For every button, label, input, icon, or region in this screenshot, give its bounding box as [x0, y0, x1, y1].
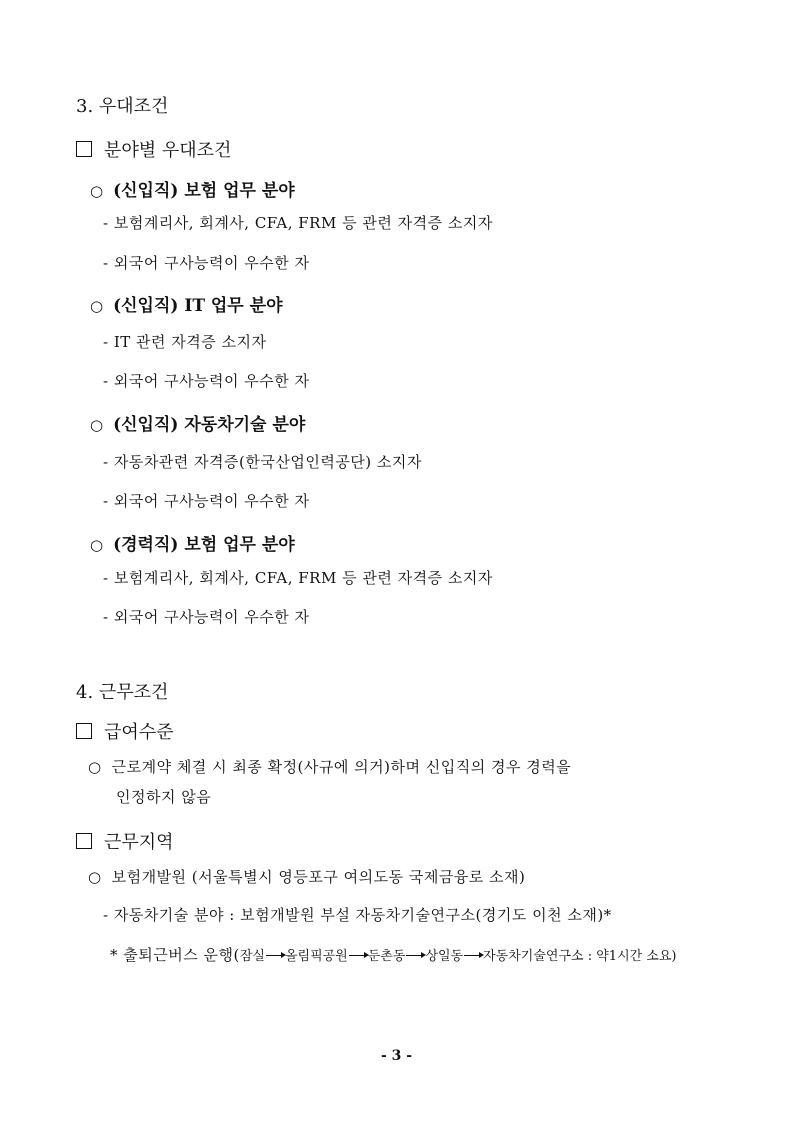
- group-heading-text: (신입직) 보험 업무 분야: [113, 181, 295, 201]
- preference-heading: [76, 136, 231, 162]
- group-heading-text: (경력직) 보험 업무 분야: [113, 535, 295, 555]
- list-item: - 보험계리사, 회계사, CFA, FRM 등 관련 자격증 소지자: [103, 214, 493, 232]
- bus-stop: 잠실: [239, 949, 265, 964]
- list-item: - 외국어 구사능력이 우수한 자: [103, 492, 310, 510]
- salary-heading-text: 급여수준: [104, 722, 174, 743]
- group-heading-experienced-insurance: [90, 530, 295, 555]
- list-item: - 외국어 구사능력이 우수한 자: [103, 608, 310, 626]
- section-4-title: 4. 근무조건: [76, 682, 169, 703]
- list-item: - 외국어 구사능력이 우수한 자: [103, 254, 310, 272]
- group-heading-newhire-it: [90, 291, 283, 316]
- circle-bullet-icon: ○: [88, 868, 102, 886]
- circle-bullet-icon: ○: [88, 758, 102, 776]
- bus-stop: 둔촌동: [367, 949, 406, 964]
- checkbox-square-icon: [76, 723, 92, 739]
- group-heading-text: (신입직) 자동차기술 분야: [113, 415, 306, 435]
- group-heading-newhire-automotive: [90, 410, 305, 435]
- group-heading-newhire-insurance: [90, 176, 295, 201]
- circle-bullet-icon: ○: [90, 416, 104, 434]
- page-number: - 3 -: [380, 1048, 413, 1064]
- salary-line-1: [88, 756, 571, 777]
- arrow-right-icon: [406, 955, 424, 956]
- section-3-title: 3. 우대조건: [76, 96, 169, 117]
- bus-stop: 자동차기술연구소 : 약1시간 소요): [483, 949, 677, 964]
- preference-heading-text: 분야별 우대조건: [104, 140, 232, 161]
- list-item: - 보험계리사, 회계사, CFA, FRM 등 관련 자격증 소지자: [103, 569, 493, 587]
- location-main: [88, 866, 525, 887]
- location-heading-text: 근무지역: [104, 832, 174, 853]
- bus-stop: 상일동: [425, 949, 464, 964]
- checkbox-square-icon: [76, 141, 92, 157]
- arrow-right-icon: [349, 955, 367, 956]
- salary-line-2: 인정하지 않음: [116, 788, 212, 806]
- group-heading-text: (신입직) IT 업무 분야: [113, 296, 283, 316]
- circle-bullet-icon: ○: [90, 536, 104, 554]
- location-sub: - 자동차기술 분야 : 보험개발원 부설 자동차기술연구소(경기도 이천 소재)*: [103, 906, 612, 924]
- list-item: - 외국어 구사능력이 우수한 자: [103, 372, 310, 390]
- list-item: - 자동차관련 자격증(한국산업인력공단) 소지자: [103, 453, 422, 471]
- arrow-right-icon: [266, 955, 284, 956]
- salary-heading: [76, 718, 174, 744]
- arrow-right-icon: [464, 955, 482, 956]
- salary-text: 근로계약 체결 시 최종 확정(사규에 의거)하며 신입직의 경우 경력을: [111, 758, 572, 776]
- circle-bullet-icon: ○: [90, 182, 104, 200]
- circle-bullet-icon: ○: [90, 297, 104, 315]
- location-heading: [76, 828, 174, 854]
- checkbox-square-icon: [76, 833, 92, 849]
- bus-line: [110, 944, 677, 965]
- bus-prefix: * 출퇴근버스 운행(: [110, 946, 240, 964]
- list-item: - IT 관련 자격증 소지자: [103, 333, 267, 351]
- bus-stop: 올림픽공원: [284, 949, 348, 964]
- location-main-text: 보험개발원 (서울특별시 영등포구 여의도동 국제금융로 소재): [111, 868, 526, 886]
